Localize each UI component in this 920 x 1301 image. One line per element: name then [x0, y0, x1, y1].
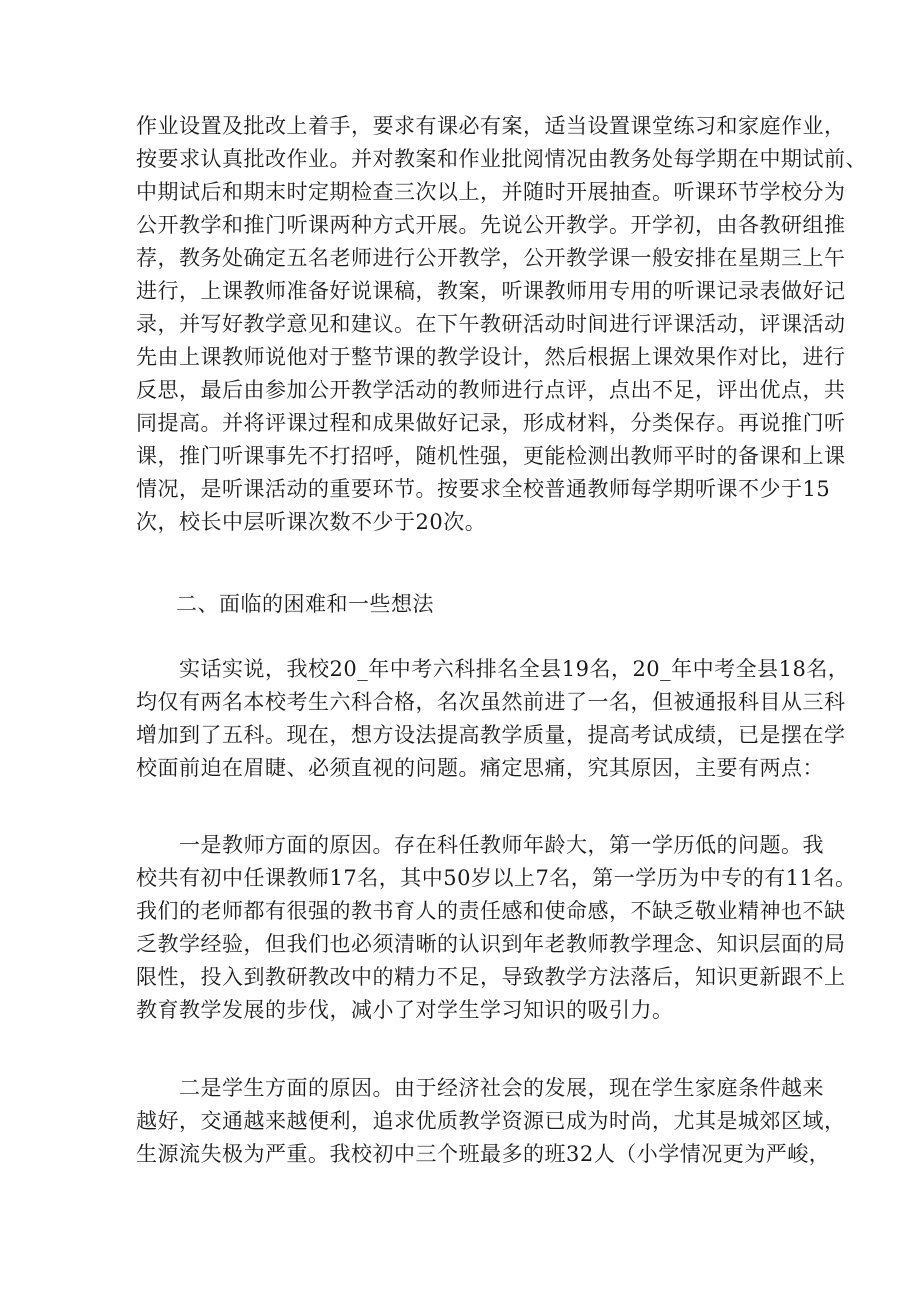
text-line: 公开教学和推门听课两种方式开展。先说公开教学。开学初，由各教研组推: [136, 213, 846, 237]
text-line: 录，并写好教学意见和建议。在下午教研活动时间进行评课活动，评课活动: [136, 312, 846, 336]
text-line: 教育教学发展的步伐，减小了对学生学习知识的吸引力。: [136, 998, 674, 1022]
text-line: 增加到了五科。现在，想方设法提高教学质量，提高考试成绩，已是摆在学: [136, 723, 846, 747]
paragraph-teacher-reasons: [136, 829, 857, 1027]
text-line: 一是教师方面的原因。存在科任教师年龄大，第一学历低的问题。我: [136, 833, 824, 857]
text-line: 同提高。并将评课过程和成果做好记录，形成材料，分类保存。再说推门听: [136, 411, 846, 435]
text-line: 我们的老师都有很强的教书育人的责任感和使命感，不缺乏敬业精神也不缺: [136, 899, 846, 923]
text-line: 进行，上课教师准备好说课稿，教案，听课教师用专用的听课记录表做好记: [136, 279, 846, 303]
text-line: 次，校长中层听课次数不少于20次。: [136, 510, 487, 534]
section-heading: 二、面临的困难和一些想法: [176, 592, 434, 616]
text-line: 校共有初中任课教师17名，其中50岁以上7名，第一学历为中专的有11名。: [136, 866, 857, 890]
text-line: 实话实说，我校20_年中考六科排名全县19名，20_年中考全县18名，: [136, 657, 850, 681]
text-line: 先由上课教师说他对于整节课的教学设计，然后根据上课效果作对比，进行: [136, 345, 846, 369]
text-line: 情况，是听课活动的重要环节。按要求全校普通教师每学期听课不少于15: [136, 477, 831, 501]
text-line: 作业设置及批改上着手，要求有课必有案，适当设置课堂练习和家庭作业，: [136, 114, 846, 138]
text-line: 校面前迫在眉睫、必须直视的问题。痛定思痛，究其原因，主要有两点：: [136, 756, 824, 780]
text-line: 均仅有两名本校考生六科合格，名次虽然前进了一名，但被通报科目从三科: [136, 690, 846, 714]
text-line: 课，推门听课事先不打招呼，随机性强，更能检测出教师平时的备课和上课: [136, 444, 846, 468]
text-line: 反思，最后由参加公开教学活动的教师进行点评，点出不足，评出优点，共: [136, 378, 846, 402]
text-line: 二是学生方面的原因。由于经济社会的发展，现在学生家庭条件越来: [136, 1076, 824, 1100]
text-line: 乏教学经验，但我们也必须清晰的认识到年老教师教学理念、知识层面的局: [136, 932, 846, 956]
text-line: 中期试后和期末时定期检查三次以上，并随时开展抽查。听课环节学校分为: [136, 180, 846, 204]
paragraph-student-reasons: [136, 1072, 846, 1171]
text-line: 按要求认真批改作业。并对教案和作业批阅情况由教务处每学期在中期试前、: [136, 147, 867, 171]
paragraph-teaching-routine: [136, 110, 867, 539]
text-line: 限性，投入到教研教改中的精力不足，导致教学方法落后，知识更新跟不上: [136, 965, 846, 989]
paragraph-exam-results: [136, 653, 850, 785]
text-line: 生源流失极为严重。我校初中三个班最多的班32人（小学情况更为严峻，: [136, 1142, 831, 1166]
text-line: 越好，交通越来越便利，追求优质教学资源已成为时尚，尤其是城郊区域，: [136, 1109, 846, 1133]
text-line: 荐，教务处确定五名老师进行公开教学，公开教学课一般安排在星期三上午: [136, 246, 846, 270]
